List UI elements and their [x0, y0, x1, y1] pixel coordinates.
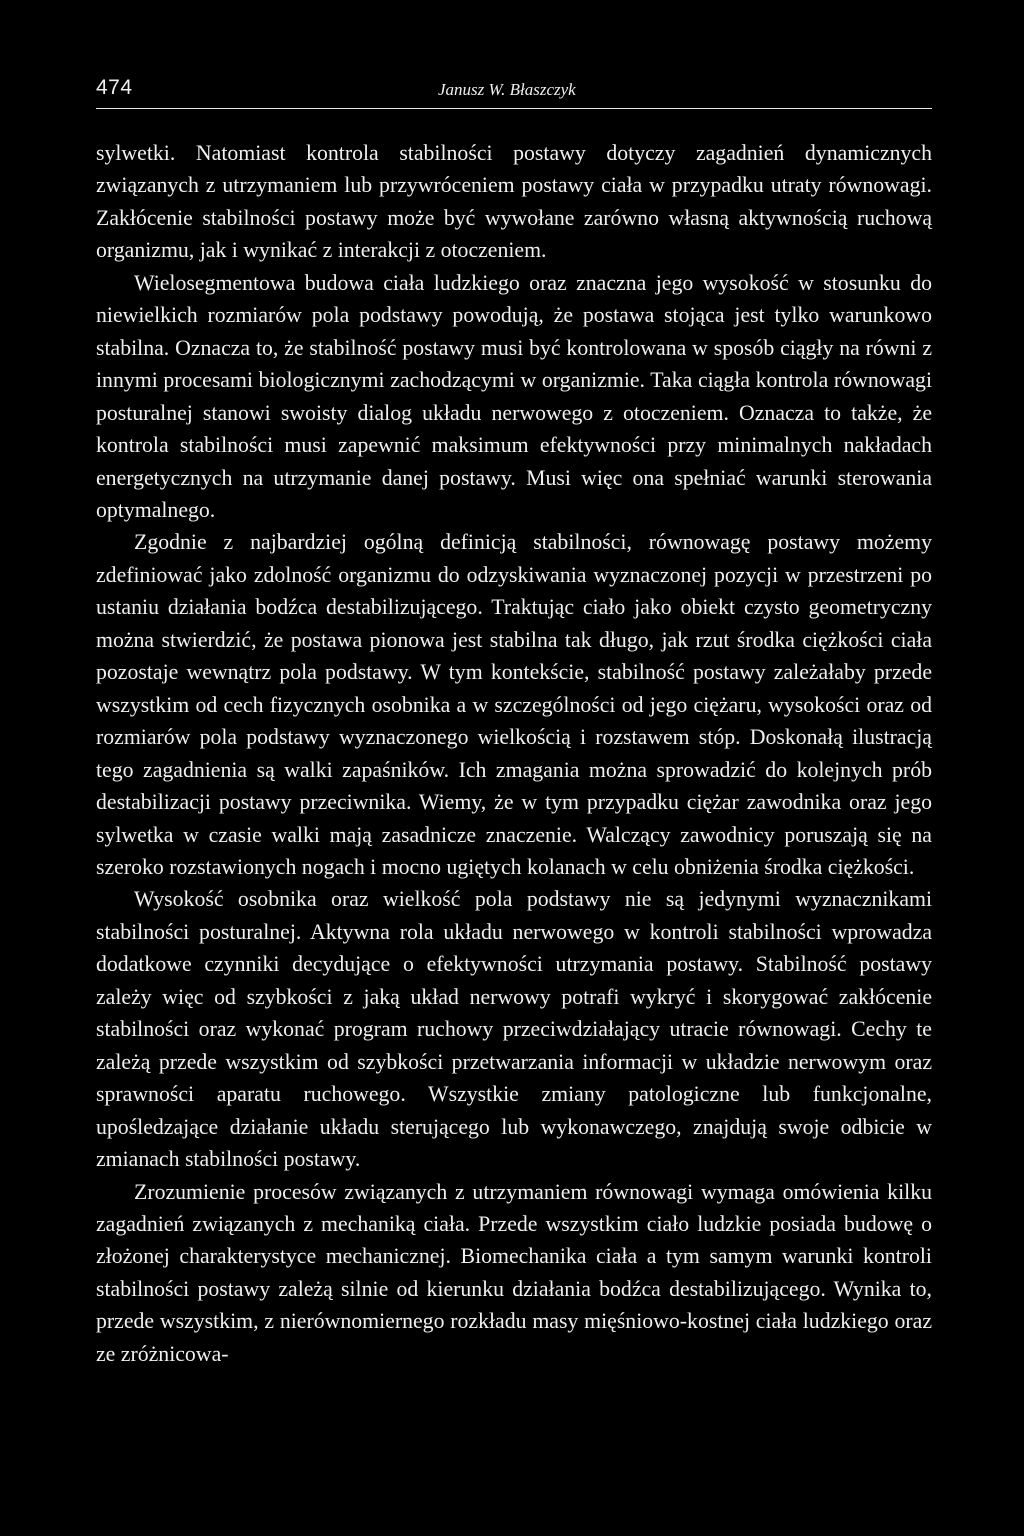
- page-header: [96, 74, 932, 109]
- page-number: 474: [96, 76, 133, 99]
- body-text: [96, 137, 932, 1370]
- paragraph-3: Zgodnie z najbardziej ogólną definicją stabilności, równowagę postawy możemy zdefiniować jako zdolność organizmu do odzyskiwania wyznaczonej pozycji w przestrzeni po ustaniu działania bodźca destabilizującego. Traktując ciało jako obiekt czysto geometryczny można stwierdzić, że postawa pionowa jest stabilna tak długo, jak rzut środka ciężkości ciała pozostaje wewnątrz pola podstawy. W tym kontekście, stabilność postawy zależałaby przede wszystkim od cech fizycznych osobnika a w szczególności od jego ciężaru, wysokości oraz od rozmiarów pola podstawy wyznaczonego wielkością i rozstawem stóp. Doskonałą ilustracją tego zagadnienia są walki zapaśników. Ich zmagania można sprowadzić do kolejnych prób destabilizacji postawy przeciwnika. Wiemy, że w tym przypadku ciężar zawodnika oraz jego sylwetka w czasie walki mają zasadnicze znaczenie. Walczący zawodnicy poruszają się na szeroko rozstawionych nogach i mocno ugiętych kolanach w celu obniżenia środka ciężkości.: [96, 530, 932, 879]
- running-head-author: Janusz W. Błaszczyk: [438, 80, 576, 99]
- paragraph-1: sylwetki. Natomiast kontrola stabilności postawy dotyczy zagadnień dynamicznych związanych z utrzymaniem lub przywróceniem postawy ciała w przypadku utraty równowagi. Zakłócenie stabilności postawy może być wywołane zarówno własną aktywnością ruchową organizmu, jak i wynikać z interakcji z otoczeniem.: [96, 141, 932, 263]
- paragraph-2: Wielosegmentowa budowa ciała ludzkiego oraz znaczna jego wysokość w stosunku do niewielkich rozmiarów pola podstawy powodują, że postawa stojąca jest tylko warunkowo stabilna. Oznacza to, że stabilność postawy musi być kontrolowana w sposób ciągły na równi z innymi procesami biologicznymi zachodzącymi w organizmie. Taka ciągła kontrola równowagi posturalnej stanowi swoisty dialog układu nerwowego z otoczeniem. Oznacza to także, że kontrola stabilności musi zapewnić maksimum efektywności przy minimalnych nakładach energetycznych na utrzymanie danej postawy. Musi więc ona spełniać warunki sterowania optymalnego.: [96, 270, 932, 522]
- paragraph-5: Zrozumienie procesów związanych z utrzymaniem równowagi wymaga omówienia kilku zagadnień związanych z mechaniką ciała. Przede wszystkim ciało ludzkie posiada budowę o złożonej charakterystyce mechanicznej. Biomechanika ciała a tym samym warunki kontroli stabilności postawy zależą silnie od kierunku działania bodźca destabilizującego. Wynika to, przede wszystkim, z nierównomiernego rozkładu masy mięśniowo-kostnej ciała ludzkiego oraz ze zróżnicowa-: [96, 1179, 932, 1366]
- paragraph-4: Wysokość osobnika oraz wielkość pola podstawy nie są jedynymi wyznacznikami stabilności posturalnej. Aktywna rola układu nerwowego w kontroli stabilności wprowadza dodatkowe czynniki decydujące o efektywności utrzymania postawy. Stabilność postawy zależy więc od szybkości z jaką układ nerwowy potrafi wykryć i skorygować zakłócenie stabilności oraz wykonać program ruchowy przeciwdziałający utracie równowagi. Cechy te zależą przede wszystkim od szybkości przetwarzania informacji w układzie nerwowym oraz sprawności aparatu ruchowego. Wszystkie zmiany patologiczne lub funkcjonalne, upośledzające działanie układu sterującego lub wykonawczego, znajdują swoje odbicie w zmianach stabilności postawy.: [96, 887, 932, 1172]
